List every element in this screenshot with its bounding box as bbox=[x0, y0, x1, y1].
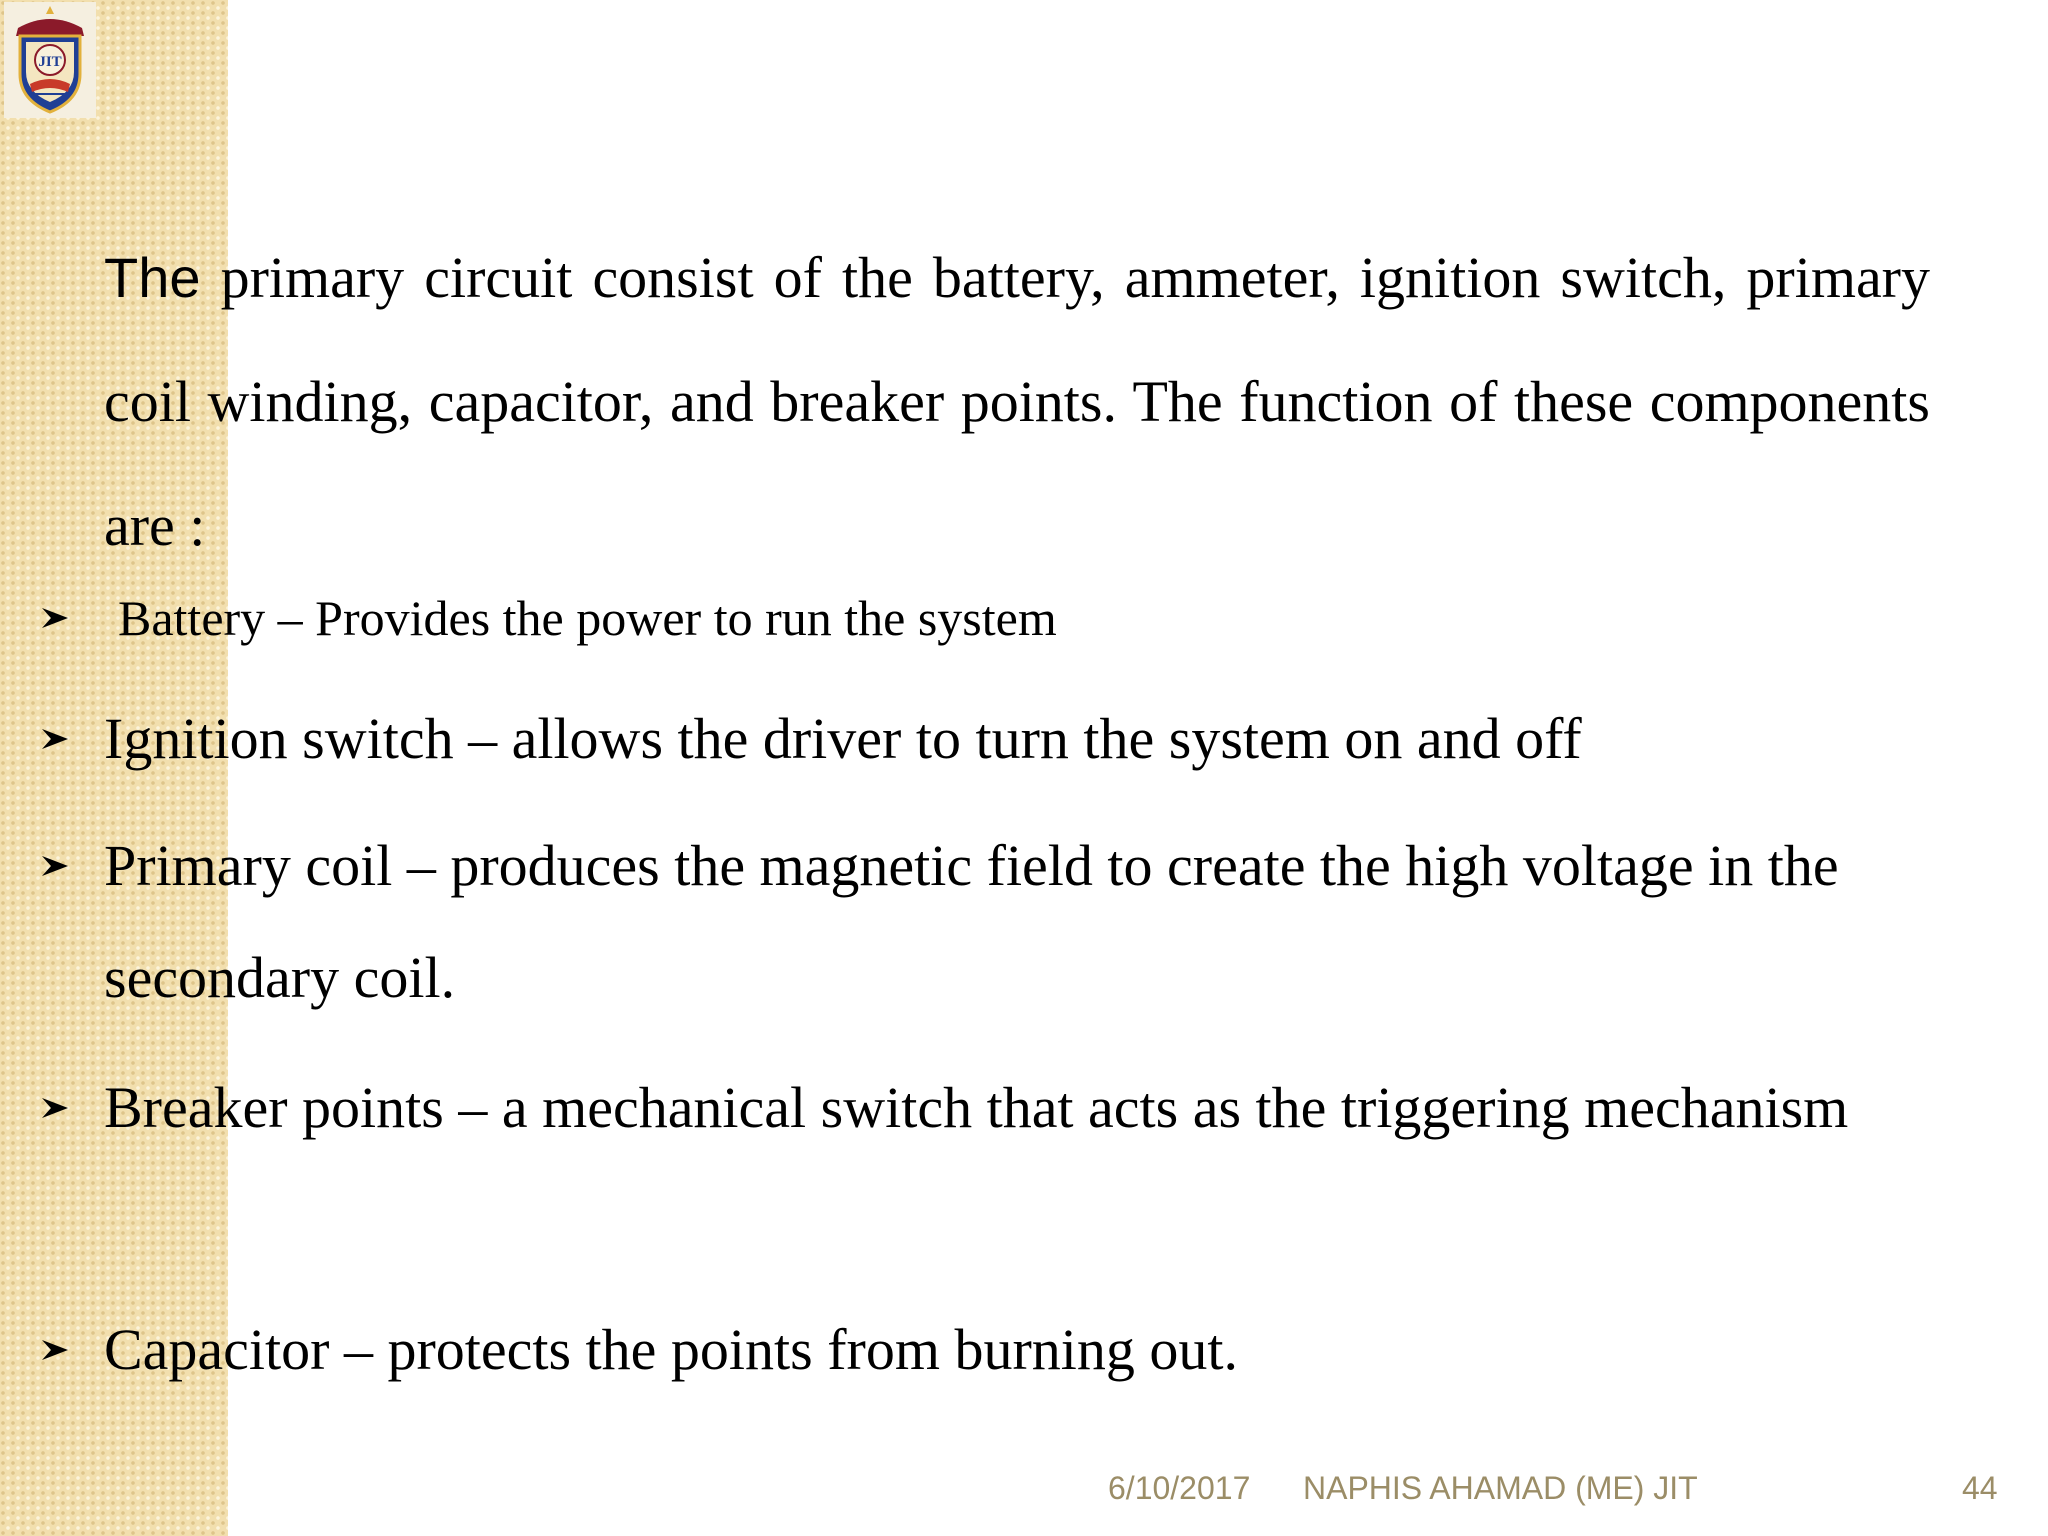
arrow-bullet-icon bbox=[40, 1052, 104, 1164]
bullet-text: Battery – Provides the power to run the system bbox=[118, 590, 1057, 646]
intro-paragraph bbox=[104, 216, 1930, 588]
slide-number: 44 bbox=[1962, 1470, 1998, 1506]
arrow-bullet-icon bbox=[40, 683, 104, 795]
svg-text:JIT: JIT bbox=[38, 54, 62, 70]
arrow-bullet-icon bbox=[40, 1294, 104, 1406]
arrow-bullet-icon bbox=[40, 810, 104, 922]
footer-date: 6/10/2017 bbox=[1108, 1470, 1251, 1506]
bullet-item-battery bbox=[40, 562, 1940, 674]
bullet-item-capacitor bbox=[40, 1294, 1940, 1406]
intro-first-word: The bbox=[104, 246, 201, 309]
arrow-bullet-icon bbox=[40, 562, 104, 674]
institute-crest-logo bbox=[4, 2, 96, 118]
bullet-text: Breaker points – a mechanical switch that acts as the triggering mechanism bbox=[104, 1075, 1849, 1140]
bullet-text: Capacitor – protects the points from burning out. bbox=[104, 1317, 1239, 1382]
bullet-item-primary-coil bbox=[40, 810, 1940, 1034]
bullet-item-ignition-switch bbox=[40, 683, 1940, 795]
bullet-text: Primary coil – produces the magnetic field to create the high voltage in the secondary coil. bbox=[104, 833, 1839, 1010]
bullet-item-breaker-points bbox=[40, 1052, 1940, 1164]
intro-rest-text: primary circuit consist of the battery, ammeter, ignition switch, primary coil winding, capacitor, and breaker points. The function of these components are : bbox=[104, 245, 1930, 558]
bullet-text: Ignition switch – allows the driver to turn the system on and off bbox=[104, 706, 1582, 771]
footer-author: NAPHIS AHAMAD (ME) JIT bbox=[1303, 1470, 1698, 1506]
